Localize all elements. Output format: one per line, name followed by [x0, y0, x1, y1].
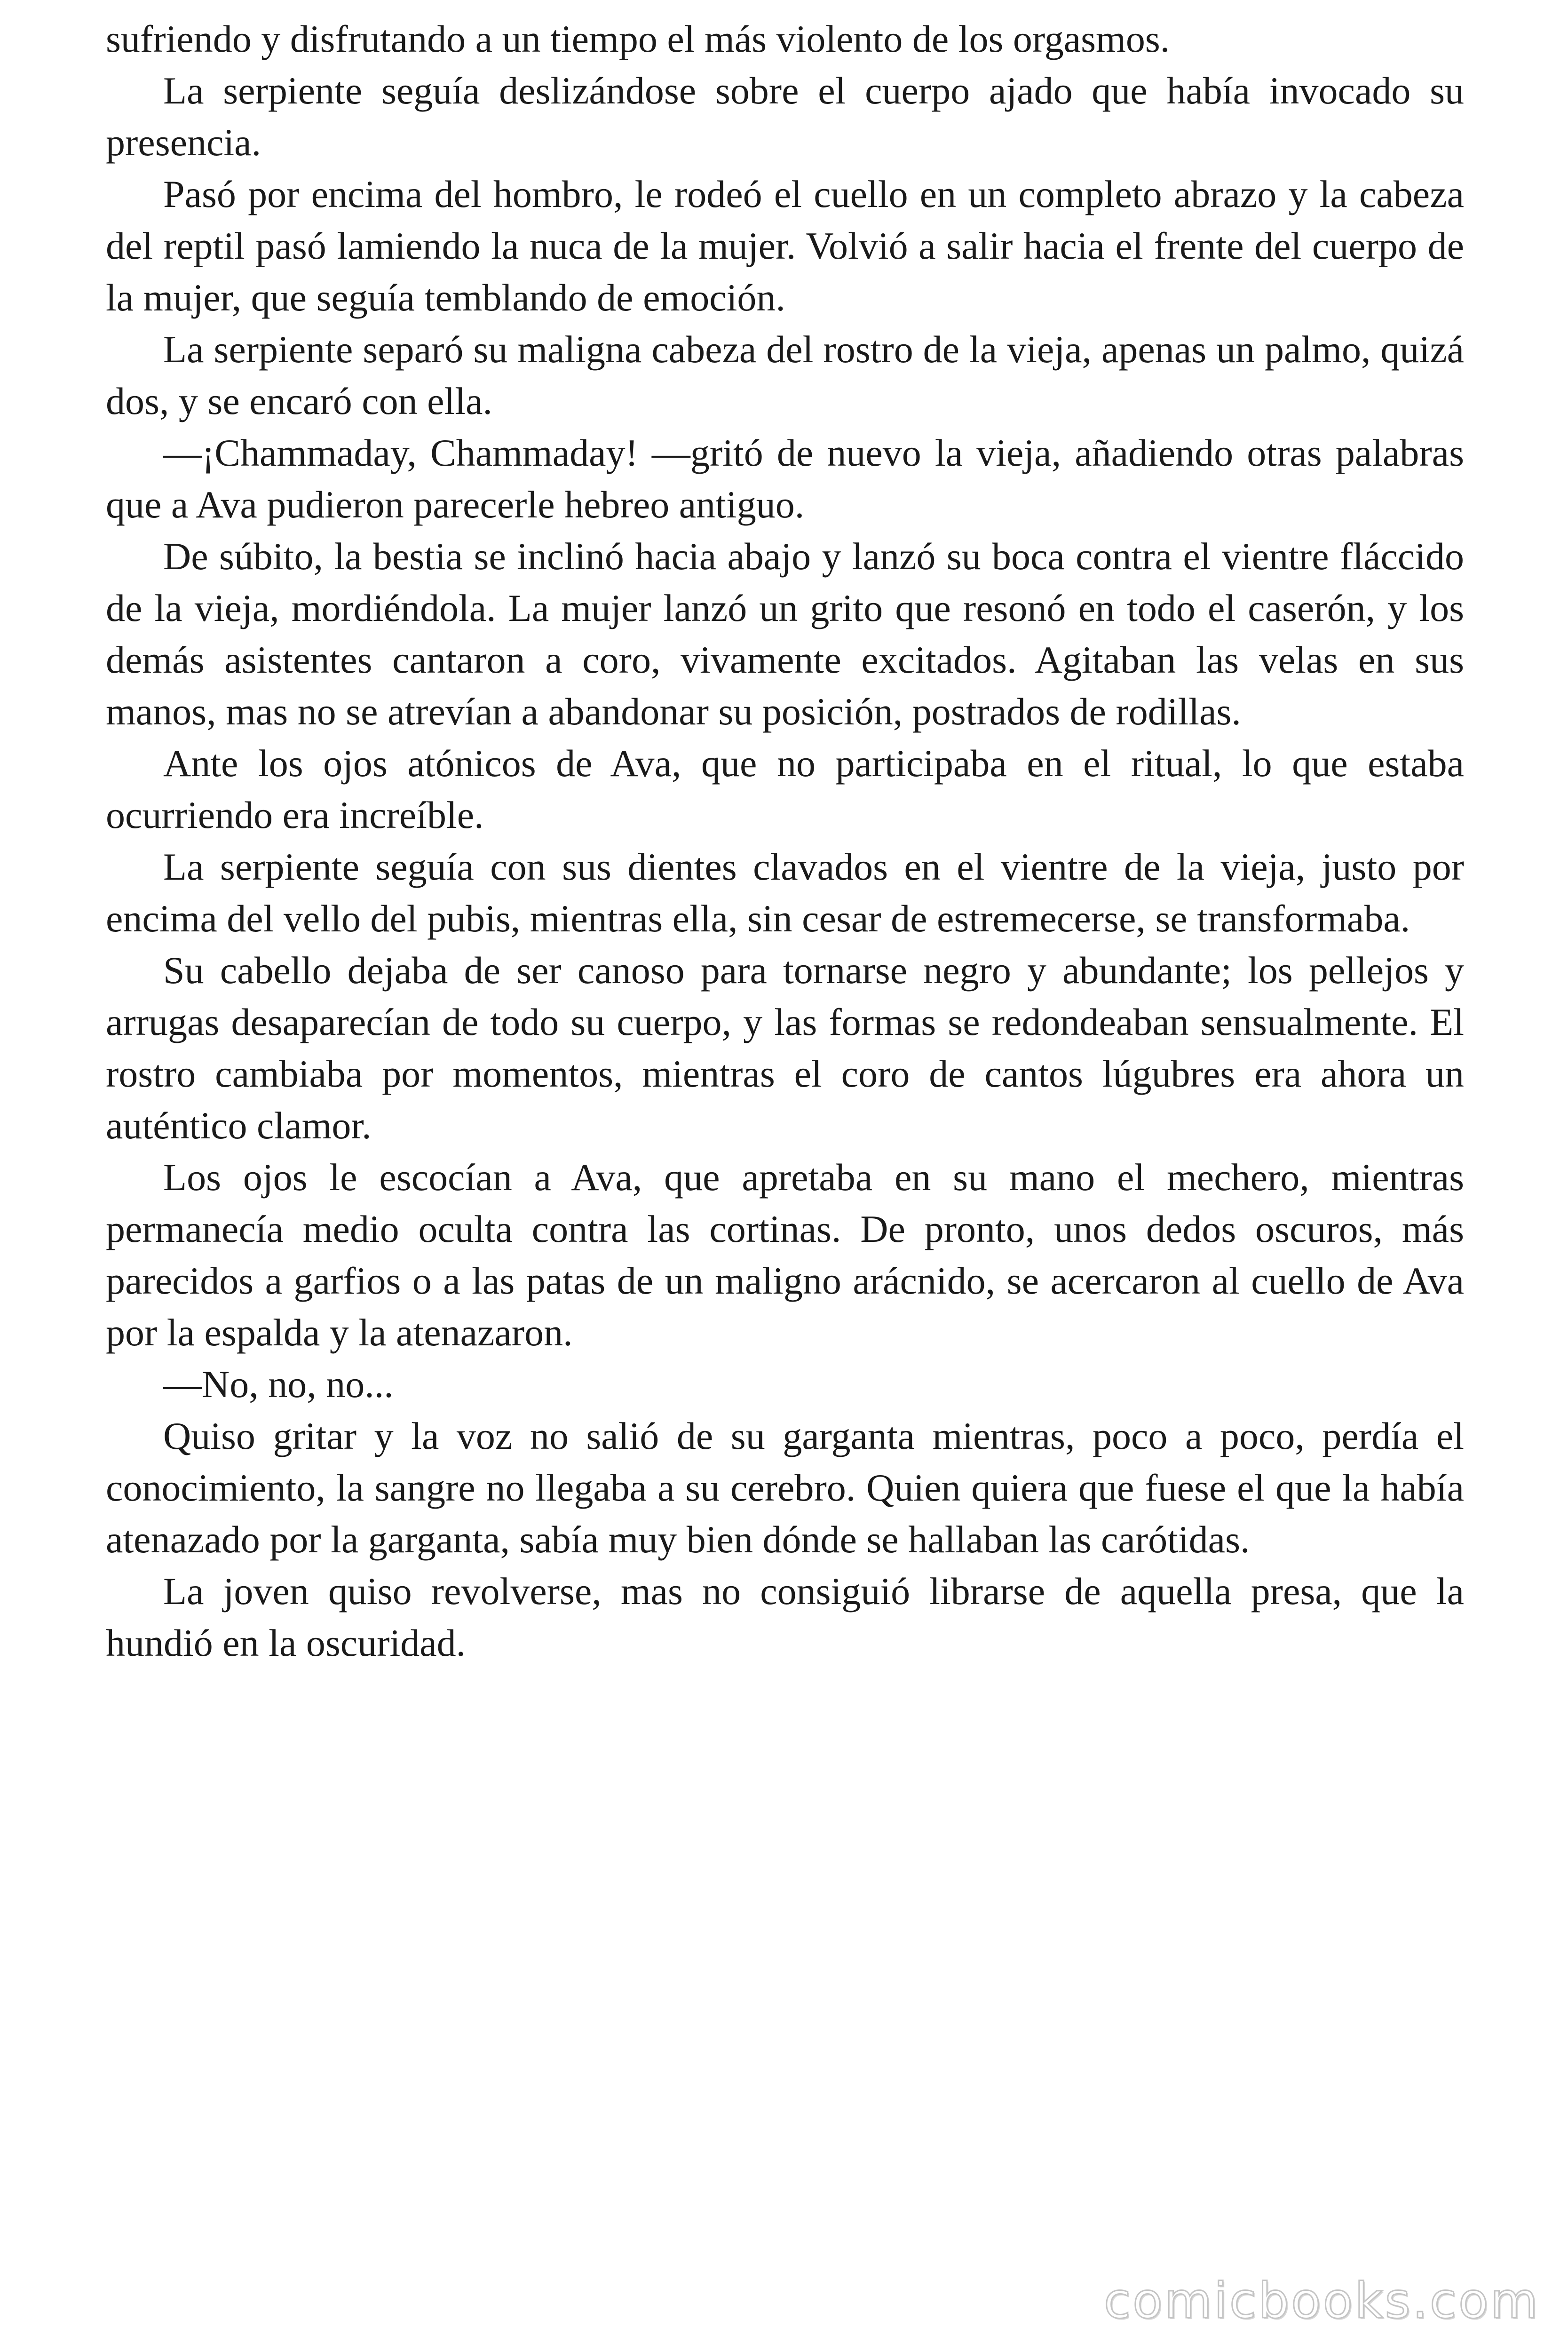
paragraph-1: sufriendo y disfrutando a un tiempo el más violento de los orgasmos. — [106, 17, 1170, 60]
paragraph-12: Quiso gritar y la voz no salió de su garganta mientras, poco a poco, perdía el conocimiento, la sangre no llegaba a su cerebro. Quien quiera que fuese el que la había atenazado por la garganta, sabía muy bien dónde se hallaban las carótidas. — [106, 1414, 1464, 1561]
paragraph-9: Su cabello dejaba de ser canoso para tornarse negro y abundante; los pellejos y arrugas desaparecían de todo su cuerpo, y las formas se redondeaban sensualmente. El rostro cambiaba por momentos, mientras el coro de cantos lúgubres era ahora un auténtico clamor. — [106, 949, 1464, 1147]
paragraph-2: La serpiente seguía deslizándose sobre el cuerpo ajado que había invocado su presencia. — [106, 69, 1464, 164]
paragraph-4: La serpiente separó su maligna cabeza del rostro de la vieja, apenas un palmo, quizá dos, y se encaró con ella. — [106, 328, 1464, 422]
paragraph-13: La joven quiso revolverse, mas no consiguió librarse de aquella presa, que la hundió en la oscuridad. — [106, 1570, 1464, 1664]
paragraph-5: —¡Chammaday, Chammaday! —gritó de nuevo la vieja, añadiendo otras palabras que a Ava pudieron parecerle hebreo antiguo. — [106, 431, 1464, 526]
paragraph-11: —No, no, no... — [163, 1363, 394, 1406]
body-text — [106, 13, 1464, 1669]
paragraph-6: De súbito, la bestia se inclinó hacia abajo y lanzó su boca contra el vientre fláccido de la vieja, mordiéndola. La mujer lanzó un grito que resonó en todo el caserón, y los demás asistentes cantaron a coro, vivamente excitados. Agitaban las velas en sus manos, mas no se atrevían a abandonar su posición, postrados de rodillas. — [106, 535, 1464, 733]
paragraph-10: Los ojos le escocían a Ava, que apretaba en su mano el mechero, mientras permanecía medio oculta contra las cortinas. De pronto, unos dedos oscuros, más parecidos a garfios o a las patas de un maligno arácnido, se acercaron al cuello de Ava por la espalda y la atenazaron. — [106, 1156, 1464, 1354]
paragraph-7: Ante los ojos atónicos de Ava, que no participaba en el ritual, lo que estaba ocurriendo era increíble. — [106, 742, 1464, 836]
paragraph-3: Pasó por encima del hombro, le rodeó el cuello en un completo abrazo y la cabeza del reptil pasó lamiendo la nuca de la mujer. Volvió a salir hacia el frente del cuerpo de la mujer, que seguía temblando de emoción. — [106, 173, 1464, 319]
paragraph-8: La serpiente seguía con sus dientes clavados en el vientre de la vieja, justo por encima del vello del pubis, mientras ella, sin cesar de estremecerse, se transformaba. — [106, 845, 1464, 940]
watermark-logo: comicbooks.com — [1103, 2272, 1540, 2329]
